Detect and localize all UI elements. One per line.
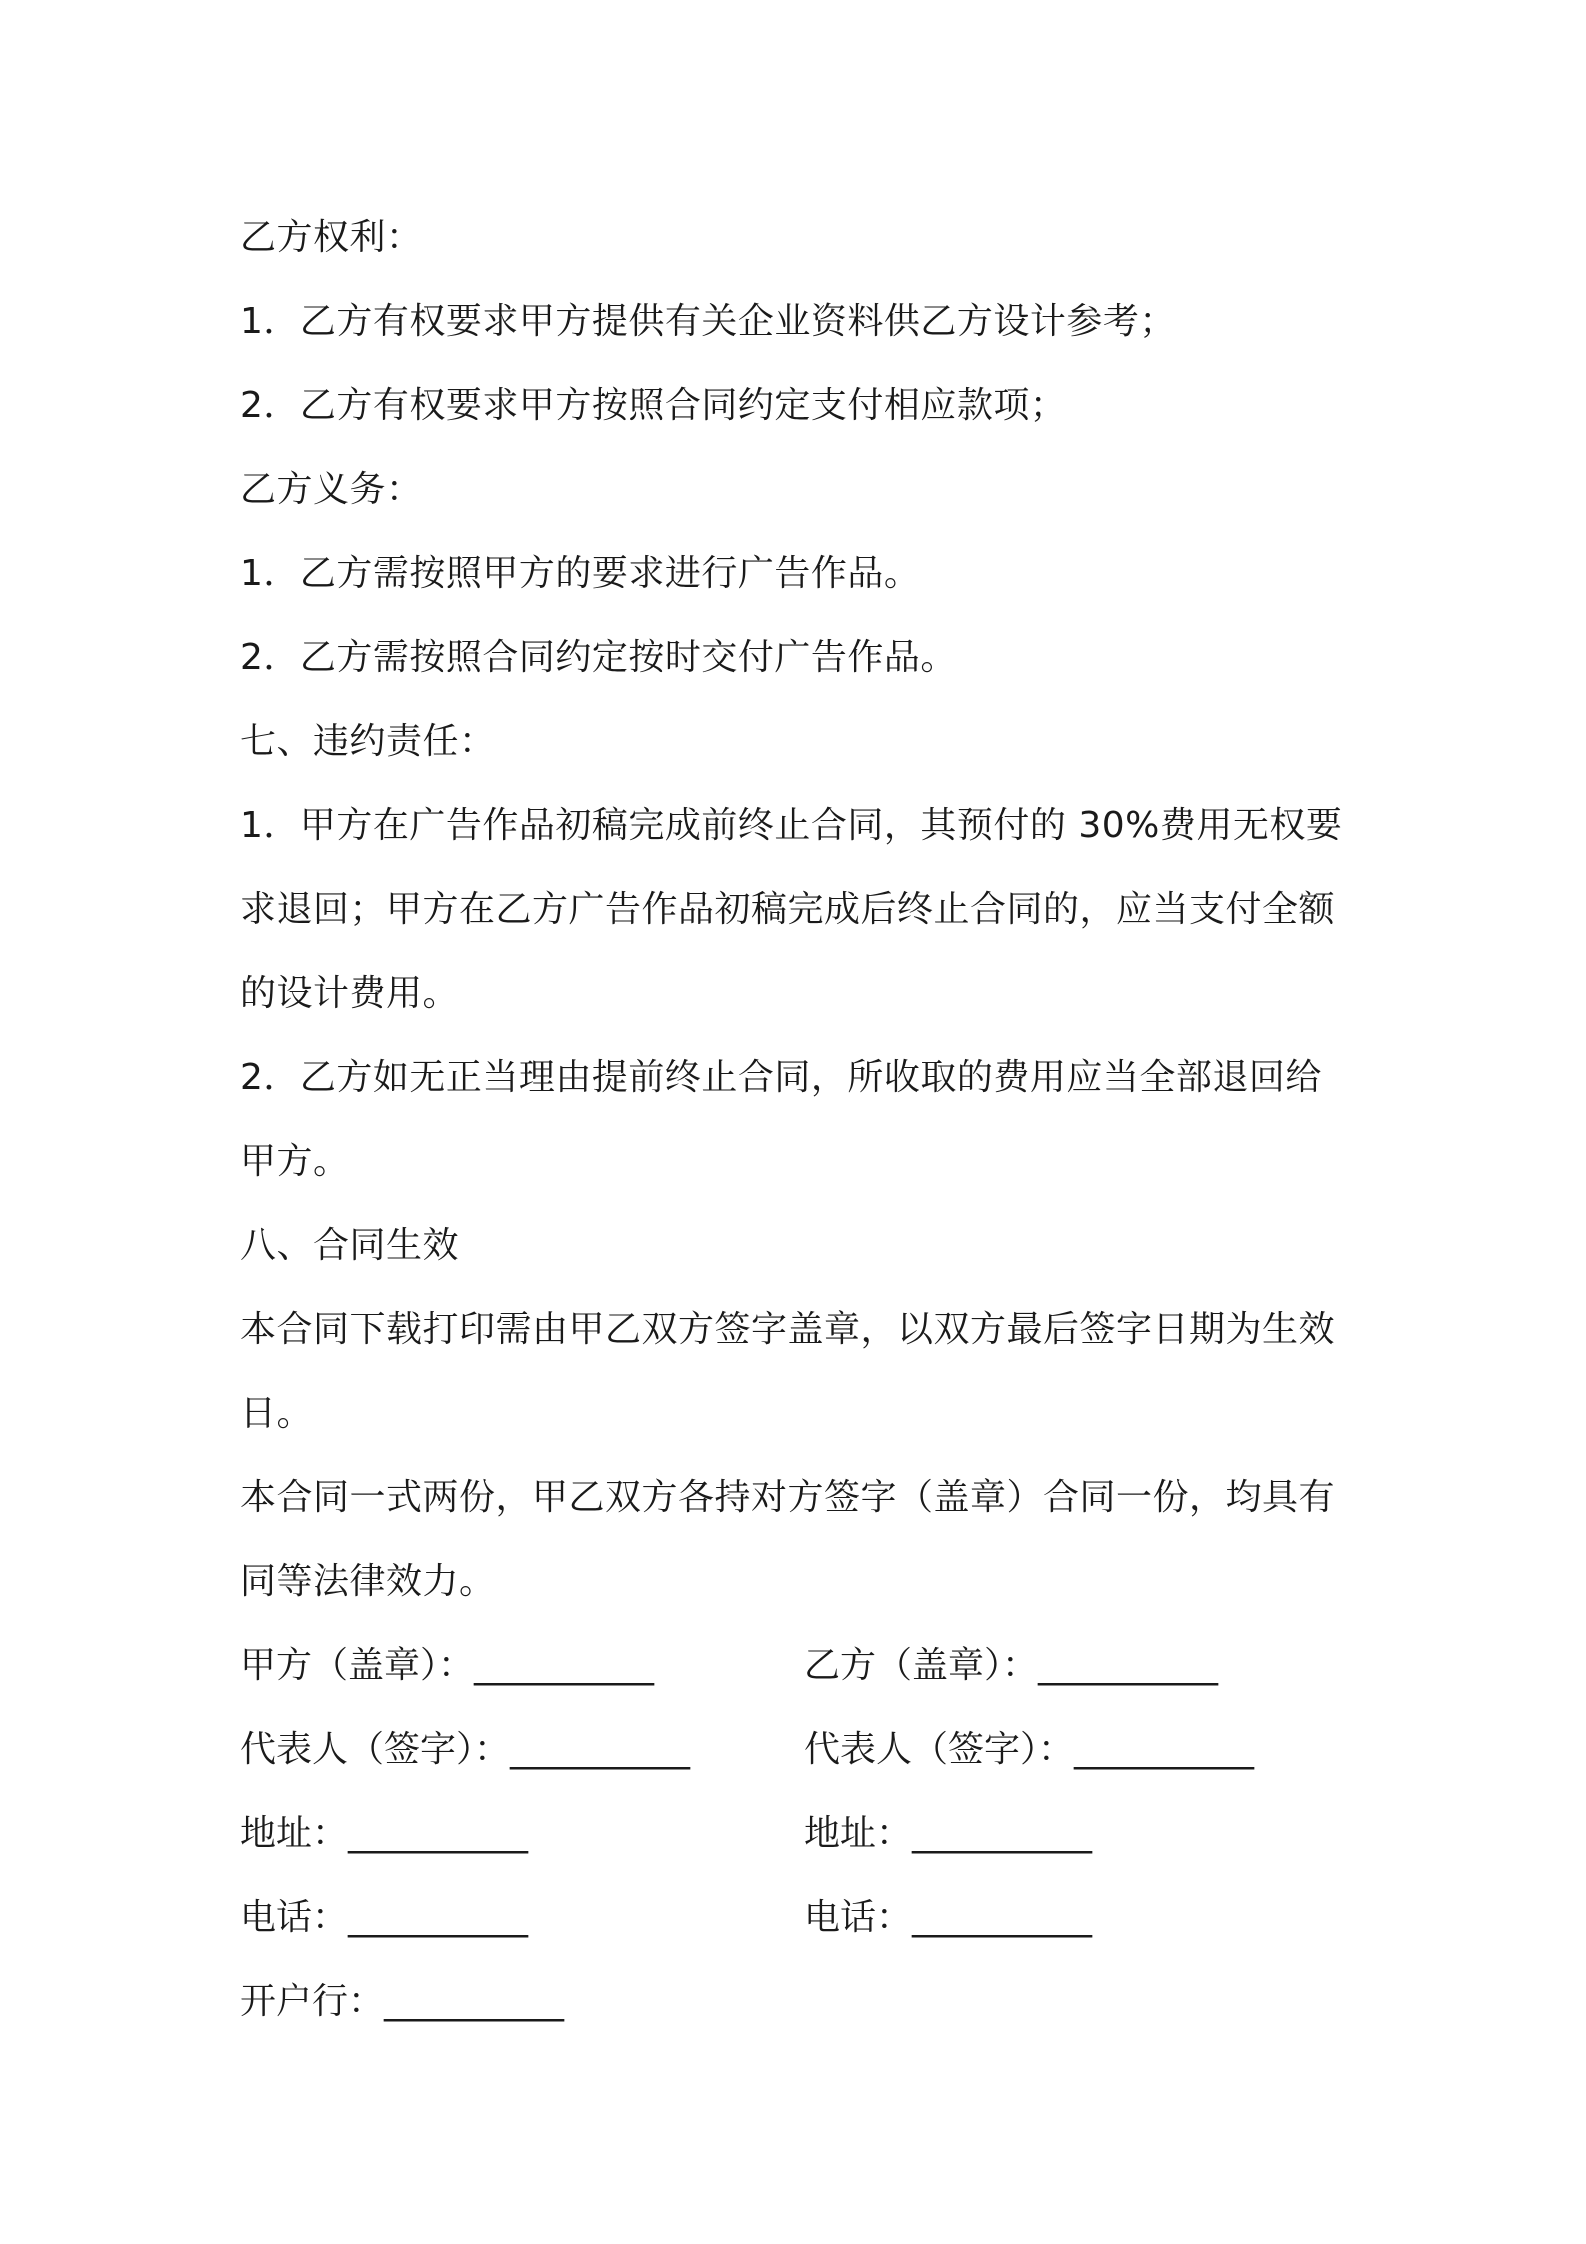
paragraph-line: 日。	[240, 1393, 314, 1434]
signature-row-phone	[240, 1876, 1360, 1960]
signature-row-seal	[240, 1624, 1360, 1708]
signature-row-bank	[240, 1960, 1360, 2044]
party-b-address-field: 地址：__________	[804, 1813, 1093, 1854]
party-b-seal-field: 乙方（盖章）：__________	[804, 1645, 1219, 1686]
paragraph-line: 甲方。	[240, 1141, 350, 1182]
section-heading: 七、违约责任：	[240, 721, 496, 762]
paragraph-line: 的设计费用。	[240, 973, 460, 1014]
party-b-phone-field: 电话：__________	[804, 1897, 1093, 1938]
paragraph-line: 本合同一式两份，甲乙双方各持对方签字（盖章）合同一份，均具有	[240, 1477, 1336, 1518]
paragraph-line: 1．乙方有权要求甲方提供有关企业资料供乙方设计参考；	[240, 301, 1176, 342]
paragraph-line: 同等法律效力。	[240, 1561, 496, 1602]
paragraph-line: 1．乙方需按照甲方的要求进行广告作品。	[240, 553, 921, 594]
paragraph-line: 2．乙方需按照合同约定按时交付广告作品。	[240, 637, 957, 678]
paragraph-line: 2．乙方有权要求甲方按照合同约定支付相应款项；	[240, 385, 1067, 426]
party-a-representative-field: 代表人（签字）：__________	[240, 1729, 691, 1770]
section-heading: 乙方权利：	[240, 217, 423, 258]
party-a-seal-field: 甲方（盖章）：__________	[240, 1645, 655, 1686]
document-body	[240, 196, 1360, 2044]
section-heading: 八、合同生效	[240, 1225, 460, 1266]
paragraph-line: 求退回；甲方在乙方广告作品初稿完成后终止合同的，应当支付全额	[240, 889, 1336, 930]
party-b-representative-field: 代表人（签字）：__________	[804, 1729, 1255, 1770]
party-a-phone-field: 电话：__________	[240, 1897, 529, 1938]
signature-row-address	[240, 1792, 1360, 1876]
party-a-bank-field: 开户行：__________	[240, 1981, 565, 2022]
party-a-address-field: 地址：__________	[240, 1813, 529, 1854]
section-heading: 乙方义务：	[240, 469, 423, 510]
paragraph-line: 1．甲方在广告作品初稿完成前终止合同，其预付的 30%费用无权要	[240, 805, 1343, 846]
signature-row-representative	[240, 1708, 1360, 1792]
paragraph-line: 2．乙方如无正当理由提前终止合同，所收取的费用应当全部退回给	[240, 1057, 1322, 1098]
paragraph-line: 本合同下载打印需由甲乙双方签字盖章，以双方最后签字日期为生效	[240, 1309, 1336, 1350]
